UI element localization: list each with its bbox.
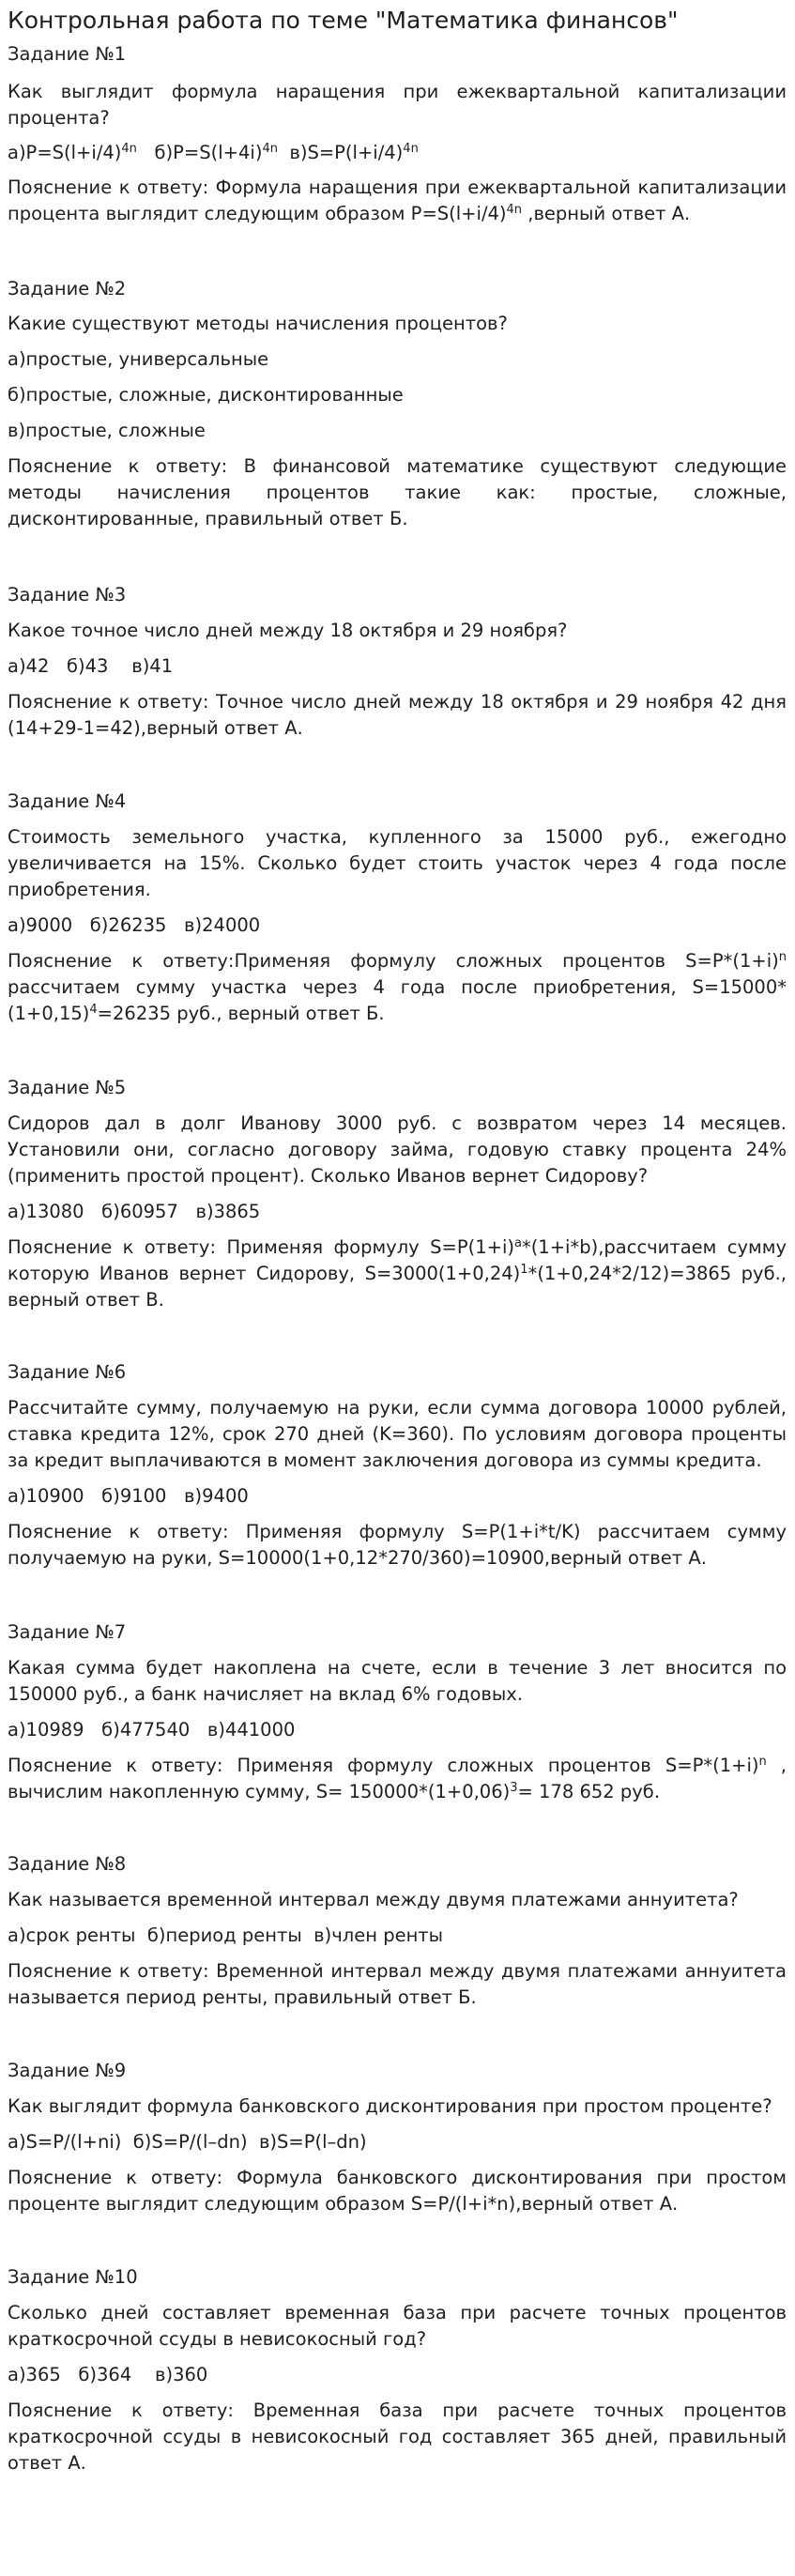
task-explanation: Пояснение к ответу: Временная база при расчете точных процентов краткосрочной ссуды в невисокосный год составляет 365 дней, правильный ответ А. (8, 2400, 787, 2474)
task-explanation: Пояснение к ответу: Точное число дней между 18 октября и 29 ноября 42 дня (14+29-1=42),верный ответ А. (8, 691, 787, 739)
task-question: Сидоров дал в долг Иванову 3000 руб. с возвратом через 14 месяцев. Установили они, согласно договору займа, годовую ставку процента 24% (применить простой процент). Сколько Иванов вернет Сидорову? (8, 1112, 787, 1187)
document-title: Контрольная работа по теме "Математика финансов" (8, 7, 679, 34)
task-question: Как выглядит формула наращения при ежеквартальной капитализации процента? (8, 81, 787, 129)
task-question: Сколько дней составляет временная база при расчете точных процентов краткосрочной ссуды в невисокосный год? (8, 2302, 787, 2350)
task-explanation: Пояснение к ответу: Формула наращения при ежеквартальной капитализации процента выглядит следующим образом $P=S(l+i/4)^{4n}$ ,верный ответ А. (8, 176, 787, 224)
task-heading: Задание №1 (8, 43, 127, 65)
task-1 (8, 41, 787, 227)
task-question: Какие существуют методы начисления процентов? (8, 313, 508, 334)
task-5 (8, 1075, 787, 1313)
task-explanation: Пояснение к ответу: Применяя формулу $S=P(1+i)^a*(1+i*b),рассчитаем$ сумму которую Иванов вернет Сидорову, $S=3000(1+0,24)^1*(1+0,24*2/12)=3865$ руб., верный ответ В. (8, 1236, 787, 1311)
task-question: Какое точное число дней между 18 октября и 29 ноября? (8, 620, 568, 641)
task-explanation: Пояснение к ответу:Применяя формулу сложных процентов $S=P*(1+i)^n$ рассчитаем сумму участка через 4 года после приобретения, $S=15000*(1+0,15)^4=26235$ руб., верный ответ Б. (8, 950, 787, 1024)
task-question: Как выглядит формула банковского дисконтирования при простом проценте? (8, 2095, 772, 2117)
task-option: в)простые, сложные (8, 420, 206, 441)
task-option: а)простые, универсальные (8, 348, 269, 370)
task-heading: Задание №10 (8, 2266, 138, 2288)
task-explanation: Пояснение к ответу: Применяя формулу S=P(1+i*t/K) рассчитаем сумму получаемую на руки, S=10000(1+0,12*270/360)=10900,верный ответ А. (8, 1521, 787, 1569)
task-heading: Задание №5 (8, 1077, 127, 1098)
task-answers: а)365 б)364 в)360 (8, 2364, 208, 2385)
task-heading: Задание №8 (8, 1853, 127, 1875)
task-heading: Задание №9 (8, 2060, 127, 2081)
task-3 (8, 582, 787, 742)
document-page (0, 6, 795, 2474)
task-question: Как называется временной интервал между двумя платежами аннуитета? (8, 1889, 739, 1910)
task-option: б)простые, сложные, дисконтированные (8, 384, 404, 406)
task-question: Стоимость земельного участка, купленного за 15000 руб., ежегодно увеличивается на 15%. Сколько будет стоить участок через 4 года после приобретения. (8, 826, 787, 900)
task-explanation: Пояснение к ответу: В финансовой математике существуют следующие методы начисления процентов такие как: простые, сложные, дисконтированные, правильный ответ Б. (8, 455, 787, 529)
task-10 (8, 2264, 787, 2476)
task-heading: Задание №6 (8, 1361, 127, 1383)
task-9 (8, 2058, 787, 2217)
task-heading: Задание №7 (8, 1621, 127, 1643)
task-heading: Задание №3 (8, 584, 127, 606)
task-answers: $а)P=S(l+i/4)^{4n}$ $б)P=S(l+4i)^{4n}$ $в)S=P(l+i/4)^{4n}$ (8, 142, 419, 163)
task-answers: а)9000 б)26235 в)24000 (8, 914, 261, 936)
task-answers: а)10989 б)477540 в)441000 (8, 1719, 296, 1740)
task-question: Рассчитайте сумму, получаемую на руки, если сумма договора 10000 рублей, ставка кредита 12%, срок 270 дней (K=360). По условиям договора проценты за кредит выплачиваются в момент заключения договора из суммы кредита. (8, 1397, 787, 1471)
task-8 (8, 1851, 787, 2011)
task-4 (8, 789, 787, 1027)
task-answers: а)S=P/(l+ni) б)S=P/(l–dn) в)S=P(l–dn) (8, 2131, 367, 2153)
task-heading: Задание №4 (8, 790, 127, 812)
task-question: Какая сумма будет накоплена на счете, если в течение 3 лет вносится по 150000 руб., а банк начисляет на вклад 6% годовых. (8, 1657, 787, 1705)
task-7 (8, 1619, 787, 1805)
task-answers: а)42 б)43 в)41 (8, 655, 174, 677)
task-heading: Задание №2 (8, 278, 127, 299)
task-6 (8, 1359, 787, 1572)
task-2 (8, 276, 787, 532)
task-answers: а)срок ренты б)период ренты в)член ренты (8, 1924, 444, 1946)
task-answers: а)13080 б)60957 в)3865 (8, 1201, 261, 1222)
task-explanation: Пояснение к ответу: Формула банковского дисконтирования при простом проценте выглядит следующим образом S=P/(l+i*n),верный ответ А. (8, 2167, 787, 2215)
task-answers: а)10900 б)9100 в)9400 (8, 1485, 249, 1507)
task-explanation: Пояснение к ответу: Применяя формулу сложных процентов $S=P*(1+i)^n$ , вычислим накопленную сумму, $S= 150000*(1+0,06)^3= 178$ 652 руб. (8, 1755, 787, 1802)
task-explanation: Пояснение к ответу: Временной интервал между двумя платежами аннуитета называется период ренты, правильный ответ Б. (8, 1960, 787, 2008)
